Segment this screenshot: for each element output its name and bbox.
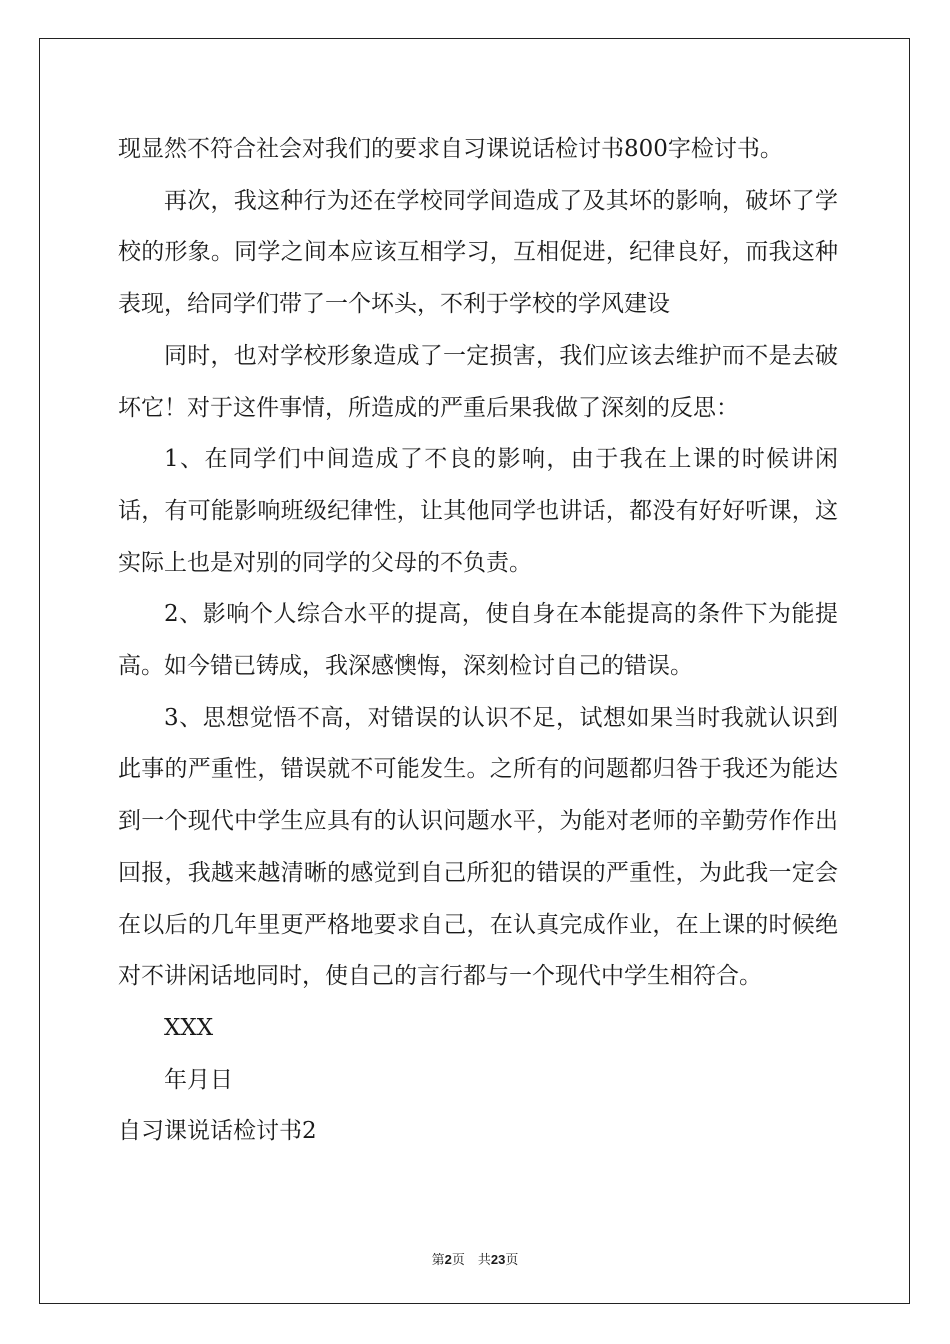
- footer-mid: 页 共: [451, 1253, 491, 1268]
- page-footer: [0, 1249, 950, 1268]
- paragraph-point-3: 3、思想觉悟不高，对错误的认识不足，试想如果当时我就认识到此事的严重性，错误就不可能发生。之所有的问题都归咎于我还为能达到一个现代中学生应具有的认识问题水平，为能对老师的辛勤劳作作出回报，我越来越清晰的感觉到自己所犯的错误的严重性，为此我一定会在以后的几年里更严格地要求自己，在认真完成作业，在上课的时候绝对不讲闲话地同时，使自己的言行都与一个现代中学生相符合。: [118, 704, 838, 990]
- date-line: 年月日: [164, 1066, 233, 1093]
- section-heading: 自习课说话检讨书2: [118, 1118, 317, 1145]
- paragraph-impact-on-school: 再次，我这种行为还在学校同学间造成了及其坏的影响，破坏了学校的形象。同学之间本应该互相学习，互相促进，纪律良好，而我这种表现，给同学们带了一个坏头，不利于学校的学风建设: [118, 187, 838, 318]
- footer-prefix: 第: [431, 1253, 445, 1268]
- document-body: [118, 124, 838, 1158]
- current-page-number: 2: [444, 1252, 452, 1267]
- paragraph-reflection-intro: 同时，也对学校形象造成了一定损害，我们应该去维护而不是去破坏它！对于这件事情，所造成的严重后果我做了深刻的反思：: [118, 342, 838, 421]
- total-page-count: 23: [490, 1252, 506, 1267]
- signature: XXX: [164, 1014, 214, 1041]
- paragraph-continuation: 现显然不符合社会对我们的要求自习课说话检讨书800字检讨书。: [118, 136, 783, 162]
- paragraph-point-1: 1、在同学们中间造成了不良的影响，由于我在上课的时候讲闲话，有可能影响班级纪律性，让其他同学也讲话，都没有好好听课，这实际上也是对别的同学的父母的不负责。: [118, 446, 838, 576]
- paragraph-point-2: 2、影响个人综合水平的提高，使自身在本能提高的条件下为能提高。如今错已铸成，我深感懊悔，深刻检讨自己的错误。: [118, 601, 838, 680]
- footer-suffix: 页: [505, 1253, 519, 1268]
